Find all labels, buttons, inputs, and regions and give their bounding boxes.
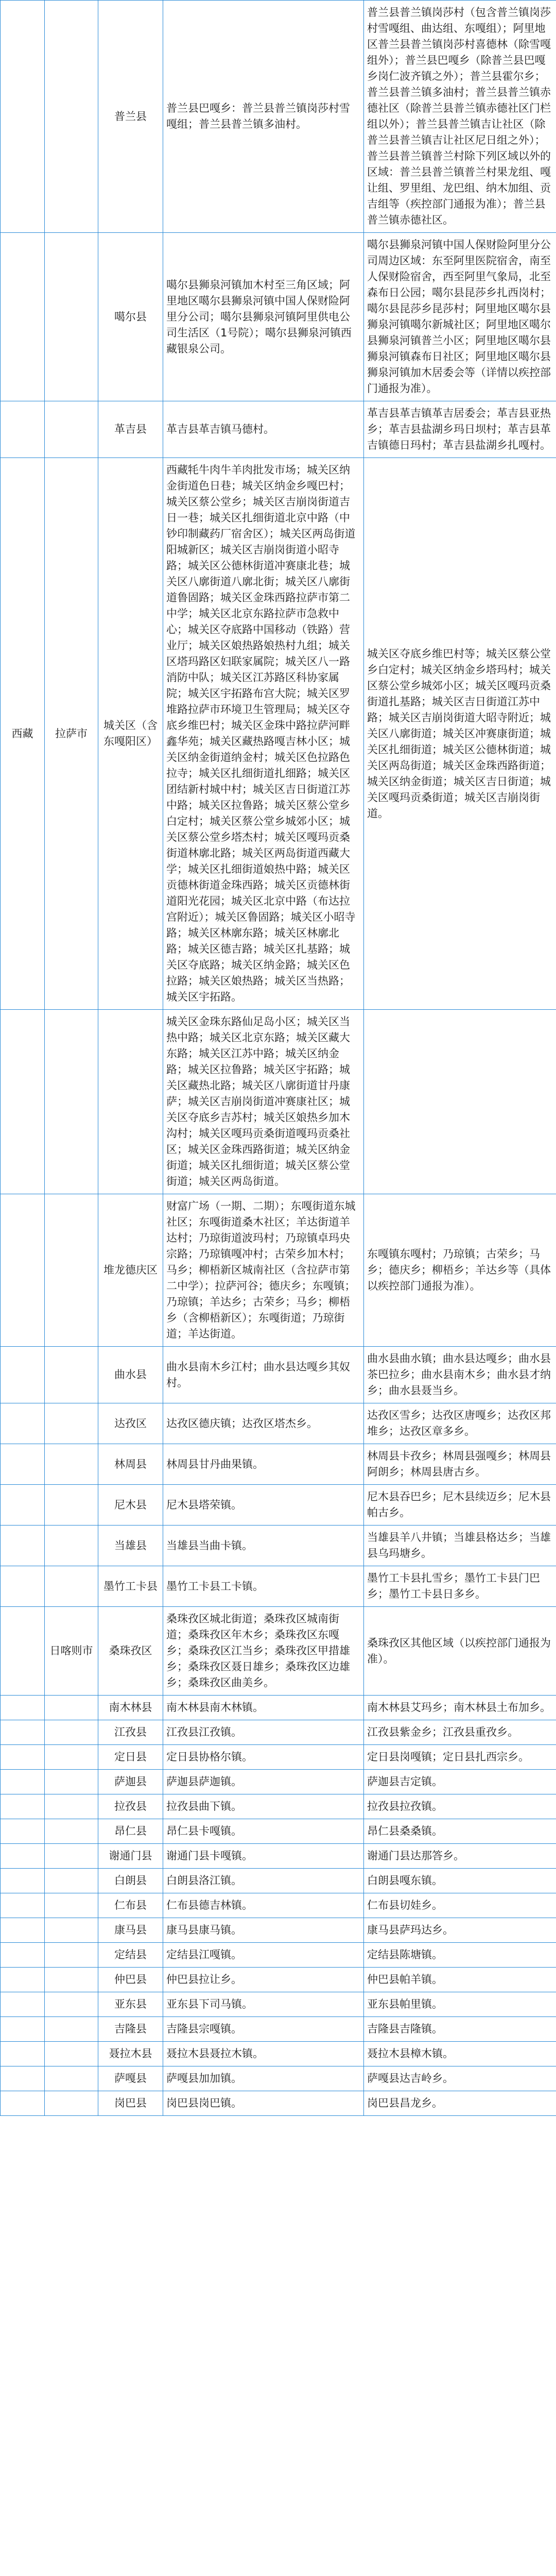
medium-risk-area-cell xyxy=(364,1010,556,1194)
medium-risk-area-cell: 林周县卡孜乡；林周县强嘎乡；林周县阿朗乡；林周县唐古乡。 xyxy=(364,1444,556,1485)
district-cell: 仲巴县 xyxy=(98,1968,163,1992)
medium-risk-area-cell: 墨竹工卡县扎雪乡；墨竹工卡县门巴乡；墨竹工卡县日多乡。 xyxy=(364,1566,556,1607)
district-cell: 尼木县 xyxy=(98,1485,163,1526)
province-cell xyxy=(1,1347,45,1403)
province-cell xyxy=(1,1444,45,1485)
city-cell xyxy=(45,1194,98,1347)
medium-risk-area-cell: 城关区夺底乡维巴村等；城关区蔡公堂乡白定村；城关区纳金乡塔玛村；城关区蔡公堂乡城郊小区；城关区嘎玛贡桑街道扎基路；城关区吉日街道江苏中路；城关区吉崩岗街道大昭寺附近；城关区八廓街道；城关区冲赛康街道；城关区扎细街道；城关区公德林街道；城关区两岛街道；城关区金珠西路街道；城关区纳金街道；城关区吉日街道；城关区嘎玛贡桑街道；城关区吉崩岗街道。 xyxy=(364,458,556,1010)
medium-risk-area-cell: 定结县陈塘镇。 xyxy=(364,1943,556,1968)
high-risk-area-cell: 革吉县革吉镇马德村。 xyxy=(163,401,364,458)
province-cell xyxy=(1,1607,45,1696)
province-cell xyxy=(1,1844,45,1869)
province-cell xyxy=(1,1194,45,1347)
city-cell xyxy=(45,2066,98,2091)
province-cell xyxy=(1,1526,45,1566)
high-risk-area-cell: 尼木县塔荣镇。 xyxy=(163,1485,364,1526)
medium-risk-area-cell: 尼木县吞巴乡；尼木县续迈乡；尼木县帕古乡。 xyxy=(364,1485,556,1526)
medium-risk-area-cell: 仲巴县帕羊镇。 xyxy=(364,1968,556,1992)
high-risk-area-cell: 曲水县南木乡江村；曲水县达嘎乡其奴村。 xyxy=(163,1347,364,1403)
city-cell xyxy=(45,1745,98,1770)
table-row xyxy=(1,2042,556,2066)
high-risk-area-cell: 岗巴县岗巴镇。 xyxy=(163,2091,364,2116)
table-row xyxy=(1,233,556,401)
high-risk-area-cell: 当雄县当曲卡镇。 xyxy=(163,1526,364,1566)
risk-area-table-body xyxy=(1,1,556,2116)
table-row xyxy=(1,1607,556,1696)
table-row xyxy=(1,2017,556,2042)
city-cell xyxy=(45,1696,98,1720)
medium-risk-area-cell: 桑珠孜区其他区域（以疾控部门通报为准）。 xyxy=(364,1607,556,1696)
city-cell xyxy=(45,1770,98,1794)
district-cell: 聂拉木县 xyxy=(98,2042,163,2066)
district-cell: 拉孜县 xyxy=(98,1794,163,1819)
district-cell: 噶尔县 xyxy=(98,233,163,401)
city-cell xyxy=(45,1403,98,1444)
city-cell xyxy=(45,2042,98,2066)
medium-risk-area-cell: 吉隆县吉隆镇。 xyxy=(364,2017,556,2042)
table-row xyxy=(1,1893,556,1918)
district-cell: 萨嘎县 xyxy=(98,2066,163,2091)
table-row xyxy=(1,1869,556,1893)
medium-risk-area-cell: 曲水县曲水镇；曲水县达嘎乡；曲水县茶巴拉乡；曲水县南木乡；曲水县才纳乡；曲水县聂当乡。 xyxy=(364,1347,556,1403)
high-risk-area-cell: 白朗县洛江镇。 xyxy=(163,1869,364,1893)
city-cell xyxy=(45,1526,98,1566)
city-cell xyxy=(45,1794,98,1819)
province-cell xyxy=(1,2017,45,2042)
district-cell: 城关区（含东嘎阳区） xyxy=(98,458,163,1010)
district-cell: 达孜区 xyxy=(98,1403,163,1444)
province-cell xyxy=(1,1943,45,1968)
medium-risk-area-cell: 昂仁县桑桑镇。 xyxy=(364,1819,556,1844)
city-cell xyxy=(45,233,98,401)
table-row xyxy=(1,401,556,458)
district-cell: 当雄县 xyxy=(98,1526,163,1566)
medium-risk-area-cell: 定日县岗嘎镇；定日县扎西宗乡。 xyxy=(364,1745,556,1770)
city-cell xyxy=(45,2017,98,2042)
province-cell xyxy=(1,1,45,233)
district-cell: 仁布县 xyxy=(98,1893,163,1918)
province-cell xyxy=(1,1485,45,1526)
district-cell: 普兰县 xyxy=(98,1,163,233)
province-cell: 西藏 xyxy=(1,458,45,1010)
high-risk-area-cell: 南木林县南木林镇。 xyxy=(163,1696,364,1720)
district-cell: 南木林县 xyxy=(98,1696,163,1720)
high-risk-area-cell: 仁布县德吉林镇。 xyxy=(163,1893,364,1918)
high-risk-area-cell: 康马县康马镇。 xyxy=(163,1918,364,1943)
medium-risk-area-cell: 聂拉木县樟木镇。 xyxy=(364,2042,556,2066)
city-cell xyxy=(45,1893,98,1918)
high-risk-area-cell: 吉隆县宗嘎镇。 xyxy=(163,2017,364,2042)
province-cell xyxy=(1,1968,45,1992)
city-cell xyxy=(45,1943,98,1968)
high-risk-area-cell: 定结县江嘎镇。 xyxy=(163,1943,364,1968)
district-cell: 吉隆县 xyxy=(98,2017,163,2042)
city-cell xyxy=(45,1720,98,1745)
table-row xyxy=(1,1992,556,2017)
medium-risk-area-cell: 白朗县嘎东镇。 xyxy=(364,1869,556,1893)
district-cell: 定结县 xyxy=(98,1943,163,1968)
high-risk-area-cell: 聂拉木县聂拉木镇。 xyxy=(163,2042,364,2066)
district-cell: 林周县 xyxy=(98,1444,163,1485)
district-cell: 谢通门县 xyxy=(98,1844,163,1869)
high-risk-area-cell: 拉孜县曲下镇。 xyxy=(163,1794,364,1819)
district-cell: 岗巴县 xyxy=(98,2091,163,2116)
province-cell xyxy=(1,1819,45,1844)
table-row xyxy=(1,1918,556,1943)
city-cell xyxy=(45,1010,98,1194)
high-risk-area-cell: 仲巴县拉让乡。 xyxy=(163,1968,364,1992)
high-risk-area-cell: 亚东县下司马镇。 xyxy=(163,1992,364,2017)
medium-risk-area-cell: 江孜县紫金乡；江孜县重孜乡。 xyxy=(364,1720,556,1745)
city-cell xyxy=(45,1,98,233)
province-cell xyxy=(1,1720,45,1745)
city-cell: 拉萨市 xyxy=(45,458,98,1010)
table-row xyxy=(1,1566,556,1607)
high-risk-area-cell: 墨竹工卡县工卡镇。 xyxy=(163,1566,364,1607)
city-cell xyxy=(45,1869,98,1893)
province-cell xyxy=(1,1918,45,1943)
medium-risk-area-cell: 亚东县帕里镇。 xyxy=(364,1992,556,2017)
province-cell xyxy=(1,1403,45,1444)
table-row xyxy=(1,2091,556,2116)
medium-risk-area-cell: 达孜区雪乡；达孜区唐嘎乡；达孜区邦堆乡；达孜区章多乡。 xyxy=(364,1403,556,1444)
city-cell xyxy=(45,1992,98,2017)
province-cell xyxy=(1,1566,45,1607)
table-row xyxy=(1,1968,556,1992)
city-cell xyxy=(45,2091,98,2116)
district-cell: 堆龙德庆区 xyxy=(98,1194,163,1347)
medium-risk-area-cell: 拉孜县拉孜镇。 xyxy=(364,1794,556,1819)
province-cell xyxy=(1,1696,45,1720)
district-cell: 桑珠孜区 xyxy=(98,1607,163,1696)
medium-risk-area-cell: 南木林县艾玛乡；南木林县土布加乡。 xyxy=(364,1696,556,1720)
medium-risk-area-cell: 仁布县切娃乡。 xyxy=(364,1893,556,1918)
high-risk-area-cell: 萨嘎县加加镇。 xyxy=(163,2066,364,2091)
medium-risk-area-cell: 东嘎镇东嘎村；乃琼镇；古荣乡；马乡；德庆乡；柳梧乡；羊达乡等（具体以疾控部门通报为准）。 xyxy=(364,1194,556,1347)
high-risk-area-cell: 昂仁县卡嘎镇。 xyxy=(163,1819,364,1844)
table-row xyxy=(1,1,556,233)
city-cell xyxy=(45,1444,98,1485)
high-risk-area-cell: 财富广场（一期、二期）；东嘎街道东城社区；东嘎街道桑木社区；羊达街道羊达村；乃琼街道波玛村；乃琼镇卓玛央宗路；乃琼镇嘎冲村；古荣乡加木村；马乡；柳梧新区城南社区（含拉萨市第二中学）；拉萨河谷；德庆乡；东嘎镇；乃琼镇；羊达乡；古荣乡；马乡；柳梧乡（含柳梧新区）；东嘎街道；乃琼街道；羊达街道。 xyxy=(163,1194,364,1347)
table-row xyxy=(1,1403,556,1444)
district-cell: 亚东县 xyxy=(98,1992,163,2017)
table-row xyxy=(1,1010,556,1194)
city-cell xyxy=(45,1347,98,1403)
high-risk-area-cell: 桑珠孜区城北街道；桑珠孜区城南街道；桑珠孜区年木乡；桑珠孜区东嘎乡；桑珠孜区江当乡；桑珠孜区甲措雄乡；桑珠孜区聂日雄乡；桑珠孜区边雄乡；桑珠孜区曲美乡。 xyxy=(163,1607,364,1696)
city-cell xyxy=(45,1918,98,1943)
city-cell xyxy=(45,1968,98,1992)
table-row xyxy=(1,1770,556,1794)
table-row xyxy=(1,1347,556,1403)
table-row xyxy=(1,1526,556,1566)
table-row xyxy=(1,1444,556,1485)
province-cell xyxy=(1,401,45,458)
province-cell xyxy=(1,1869,45,1893)
province-cell xyxy=(1,233,45,401)
district-cell: 革吉县 xyxy=(98,401,163,458)
district-cell: 昂仁县 xyxy=(98,1819,163,1844)
table-row xyxy=(1,1720,556,1745)
table-row xyxy=(1,1819,556,1844)
city-cell xyxy=(45,1485,98,1526)
table-row xyxy=(1,1794,556,1819)
high-risk-area-cell: 江孜县江孜镇。 xyxy=(163,1720,364,1745)
high-risk-area-cell: 谢通门县卡嘎镇。 xyxy=(163,1844,364,1869)
high-risk-area-cell: 萨迦县萨迦镇。 xyxy=(163,1770,364,1794)
province-cell xyxy=(1,1010,45,1194)
province-cell xyxy=(1,1770,45,1794)
table-row xyxy=(1,1844,556,1869)
medium-risk-area-cell: 当雄县羊八井镇；当雄县格达乡；当雄县乌玛塘乡。 xyxy=(364,1526,556,1566)
medium-risk-area-cell: 噶尔县狮泉河镇中国人保财险阿里分公司周边区域：东至阿里医院宿舍，南至人保财险宿舍，西至阿里气象局，北至森布日公园；噶尔县昆莎乡扎西岗村；噶尔县昆莎乡昆莎村；阿里地区噶尔县狮泉河镇噶尔新城社区；阿里地区噶尔县狮泉河镇普兰小区；阿里地区噶尔县狮泉河镇森布日社区；阿里地区噶尔县狮泉河镇加木居委会等（详情以疾控部门通报为准）。 xyxy=(364,233,556,401)
city-cell xyxy=(45,1566,98,1607)
city-cell xyxy=(45,1844,98,1869)
province-cell xyxy=(1,1992,45,2017)
high-risk-area-cell: 噶尔县狮泉河镇加木村至三角区域；阿里地区噶尔县狮泉河镇中国人保财险阿里分公司；噶尔县狮泉河镇阿里供电公司生活区（1号院）；噶尔县狮泉河镇西藏银泉公司。 xyxy=(163,233,364,401)
province-cell xyxy=(1,1794,45,1819)
province-cell xyxy=(1,2066,45,2091)
table-row xyxy=(1,1194,556,1347)
province-cell xyxy=(1,2091,45,2116)
medium-risk-area-cell: 萨嘎县达吉岭乡。 xyxy=(364,2066,556,2091)
medium-risk-area-cell: 普兰县普兰镇岗莎村（包含普兰镇岗莎村雪嘎组、曲达组、东嘎组）；阿里地区普兰县普兰镇岗莎村喜德林（除雪嘎组外）；普兰县巴嘎乡（除普兰县巴嘎乡岗仁波齐镇之外）；普兰县霍尔乡；普兰县普兰镇多油村；普兰县普兰镇赤德社区（除普兰县普兰镇赤德社区门栏组以外）；普兰县普兰镇吉让社区（除普兰县普兰镇吉让社区尼日组之外）；普兰县普兰镇普兰村除下列区域以外的区域：普兰县普兰镇普兰村果龙组、嘎让组、罗里组、龙巴组、纳木加组、贡吉组等（疾控部门通报为准）；普兰县普兰镇赤德社区。 xyxy=(364,1,556,233)
high-risk-area-cell: 城关区金珠东路仙足岛小区；城关区当热中路；城关区北京东路；城关区藏大东路；城关区江苏中路；城关区纳金路；城关区拉鲁路；城关区宇拓路；城关区藏热北路；城关区八廓街道甘丹康萨；城关区吉崩岗街道冲赛康社区；城关区夺底乡吉苏村；城关区娘热乡加木沟村；城关区嘎玛贡桑街道嘎玛贡桑社区；城关区金珠西路街道；城关区纳金街道；城关区扎细街道；城关区蔡公堂街道；城关区两岛街道。 xyxy=(163,1010,364,1194)
city-cell: 日喀则市 xyxy=(45,1607,98,1696)
district-cell xyxy=(98,1010,163,1194)
table-row xyxy=(1,458,556,1010)
high-risk-area-cell: 林周县甘丹曲果镇。 xyxy=(163,1444,364,1485)
high-risk-area-cell: 西藏牦牛肉牛羊肉批发市场；城关区纳金街道色日巷；城关区纳金乡嘎巴村；城关区蔡公堂乡；城关区吉崩岗街道吉日一巷；城关区扎细街道北京中路（中钞印制藏药厂宿舍区）；城关区两岛街道阳城新区；城关区吉崩岗街道小昭寺路；城关区公德林街道冲赛康北巷；城关区八廓街道八廓北街；城关区八廓街道鲁固路；城关区金珠西路拉萨市第二中学；城关区北京东路拉萨市急救中心；城关区夺底路中国移动（铁路）营业厅；城关区娘热路娘热村九组；城关区塔玛路区妇联家属院；城关区八一路消防中队；城关区江苏路区科协家属院；城关区宇拓路布宫大院；城关区罗堆路拉萨市环境卫生管理局；城关区夺底乡维巴村；城关区金珠中路拉萨河畔鑫华苑；城关区藏热路嘎吉林小区；城关区纳金街道纳金村；城关区色拉路色拉寺；城关区扎细街道扎细路；城关区团结新村城中村；城关区吉日街道江苏中路；城关区拉鲁路；城关区蔡公堂乡白定村；城关区蔡公堂乡城郊小区；城关区蔡公堂乡塔杰村；城关区嘎玛贡桑街道林廓北路；城关区两岛街道西藏大学；城关区扎细街道娘热中路；城关区贡德林街道金珠西路；城关区贡德林街道阳光花园；城关区北京中路（布达拉宫附近）；城关区鲁固路；城关区小昭寺路；城关区林廓东路；城关区林廓北路；城关区德吉路；城关区扎基路；城关区夺底路；城关区纳金路；城关区色拉路；城关区娘热路；城关区当热路；城关区宇拓路。 xyxy=(163,458,364,1010)
district-cell: 康马县 xyxy=(98,1918,163,1943)
district-cell: 萨迦县 xyxy=(98,1770,163,1794)
high-risk-area-cell: 定日县协格尔镇。 xyxy=(163,1745,364,1770)
medium-risk-area-cell: 谢通门县达那答乡。 xyxy=(364,1844,556,1869)
table-row xyxy=(1,2066,556,2091)
province-cell xyxy=(1,2042,45,2066)
district-cell: 曲水县 xyxy=(98,1347,163,1403)
medium-risk-area-cell: 萨迦县吉定镇。 xyxy=(364,1770,556,1794)
table-row xyxy=(1,1696,556,1720)
high-risk-area-cell: 达孜区德庆镇；达孜区塔杰乡。 xyxy=(163,1403,364,1444)
high-risk-area-cell: 普兰县巴嘎乡：普兰县普兰镇岗莎村雪嘎组；普兰县普兰镇多油村。 xyxy=(163,1,364,233)
medium-risk-area-cell: 岗巴县昌龙乡。 xyxy=(364,2091,556,2116)
district-cell: 江孜县 xyxy=(98,1720,163,1745)
city-cell xyxy=(45,1819,98,1844)
city-cell xyxy=(45,401,98,458)
medium-risk-area-cell: 康马县萨玛达乡。 xyxy=(364,1918,556,1943)
district-cell: 白朗县 xyxy=(98,1869,163,1893)
table-row xyxy=(1,1943,556,1968)
table-row xyxy=(1,1745,556,1770)
medium-risk-area-cell: 革吉县革吉镇革吉居委会；革吉县亚热乡；革吉县盐湖乡玛日坝村；革吉县革吉镇德日玛村；革吉县盐湖乡扎嘎村。 xyxy=(364,401,556,458)
province-cell xyxy=(1,1893,45,1918)
district-cell: 定日县 xyxy=(98,1745,163,1770)
table-row xyxy=(1,1485,556,1526)
district-cell: 墨竹工卡县 xyxy=(98,1566,163,1607)
province-cell xyxy=(1,1745,45,1770)
